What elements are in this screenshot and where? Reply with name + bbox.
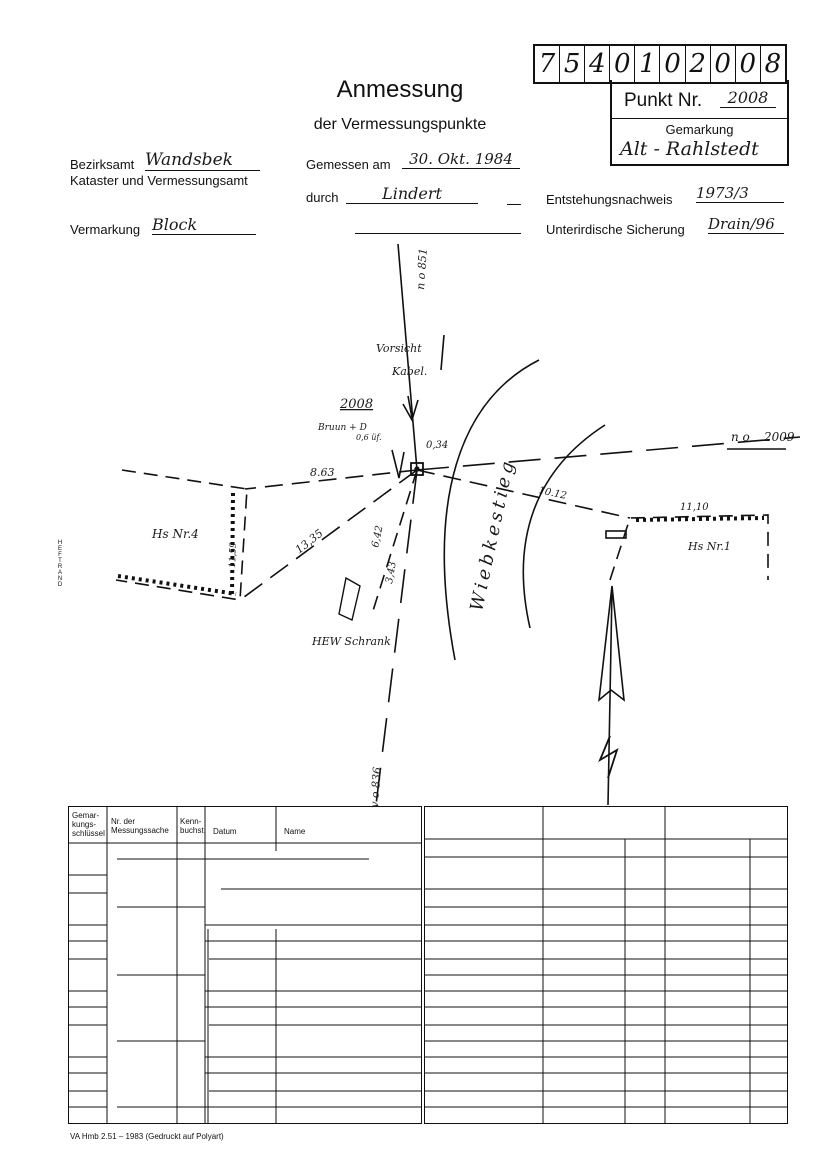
vorsicht-label: Vorsicht [376, 342, 422, 355]
hs4-label: Hs Nr.4 [152, 527, 199, 541]
entstehung-value: 1973/3 [696, 184, 784, 203]
vermarkung-label: Vermarkung [70, 222, 141, 237]
col-nr-header: Nr. der Messungssache [111, 817, 169, 835]
page-title: Anmessung [336, 76, 464, 103]
gemarkung-value: Alt - Rahlstedt [620, 138, 759, 160]
mark-arrow [392, 450, 404, 478]
unterirdisch-label: Unterirdische Sicherung [546, 222, 685, 237]
point-label: 2008 [340, 397, 374, 412]
point-note2: 0,6 üf. [356, 433, 382, 442]
dist-863: 8.63 [310, 466, 335, 479]
id-digit: 7 [535, 46, 560, 82]
id-digit: 0 [736, 46, 761, 82]
dist-343: 3,43 [384, 560, 399, 585]
id-digit: 2 [686, 46, 711, 82]
id-digit: 5 [560, 46, 585, 82]
kataster-label: Kataster und Vermessungsamt [70, 173, 248, 188]
survey-sketch [0, 240, 824, 810]
punkt-label: Punkt Nr. [624, 90, 703, 111]
dist-1110: 11,10 [680, 502, 709, 513]
hew-label: HEW Schrank [312, 635, 391, 648]
unterirdisch-value: Drain/96 [708, 215, 784, 234]
n-right-value: 2009 [764, 430, 795, 444]
id-digit: 4 [585, 46, 610, 82]
id-digit: 0 [711, 46, 736, 82]
n-top-label: n o 851 [414, 247, 430, 291]
vorsicht-line [441, 335, 444, 370]
dist-1012: 10.12 [537, 485, 568, 502]
punkt-value: 2008 [720, 88, 776, 108]
left-table [68, 806, 422, 1124]
bezirksamt-value: Wandsbek [145, 150, 260, 171]
col-datum-header: Datum [213, 827, 237, 836]
n-bottom-label: v o 836 [368, 766, 384, 809]
id-digit: 0 [660, 46, 685, 82]
page-subtitle: der Vermessungspunkte [313, 116, 487, 133]
entstehung-label: Entstehungsnachweis [546, 192, 673, 207]
col-gemarkung-header: Gemar-kungs-schlüssel [72, 811, 105, 838]
street-curve-right [523, 425, 605, 628]
hs1-hatch [636, 518, 764, 520]
gemarkung-label: Gemarkung [665, 122, 734, 137]
hs1-label: Hs Nr.1 [688, 540, 731, 553]
dist-1335: 13,35 [292, 526, 326, 557]
street-label: Wiebkestieg [466, 456, 520, 614]
survey-point-center [415, 467, 419, 471]
id-digit: 8 [764, 49, 782, 79]
dist-1159: 11,59 [228, 542, 239, 569]
kabel-label: Kabel. [392, 365, 428, 378]
point-note1: Bruun + D [318, 423, 367, 433]
col-name-header: Name [284, 827, 306, 836]
hew-box [339, 578, 360, 620]
heftrand-text: HEFTRAND [57, 540, 63, 588]
hs1-step [606, 531, 626, 538]
id-digit: 1 [635, 46, 660, 82]
punkt-box [610, 80, 789, 166]
hs4-hatch-h [118, 576, 236, 594]
col-kenn-header: Kenn-buchst. [180, 817, 206, 835]
form-footer: VA Hmb 2.51 – 1983 (Gedruckt auf Polyart) [70, 1132, 224, 1141]
gemessen-label: Gemessen am [306, 157, 391, 172]
dist-034: 0,34 [426, 440, 449, 451]
right-table [424, 806, 788, 1124]
bezirksamt-label: Bezirksamt [70, 157, 135, 172]
vermarkung-value: Block [152, 215, 256, 235]
id-digit: 0 [610, 46, 635, 82]
durch-label: durch [306, 190, 339, 205]
left-table-grid [69, 807, 421, 1123]
gemessen-value: 30. Okt. 1984 [402, 150, 520, 169]
dist-642: 6,42 [370, 524, 386, 549]
durch-value: Lindert [346, 184, 478, 204]
right-table-grid [425, 807, 787, 1123]
n-right-prefix: n o [731, 430, 750, 444]
punkt-id-box [533, 44, 787, 84]
